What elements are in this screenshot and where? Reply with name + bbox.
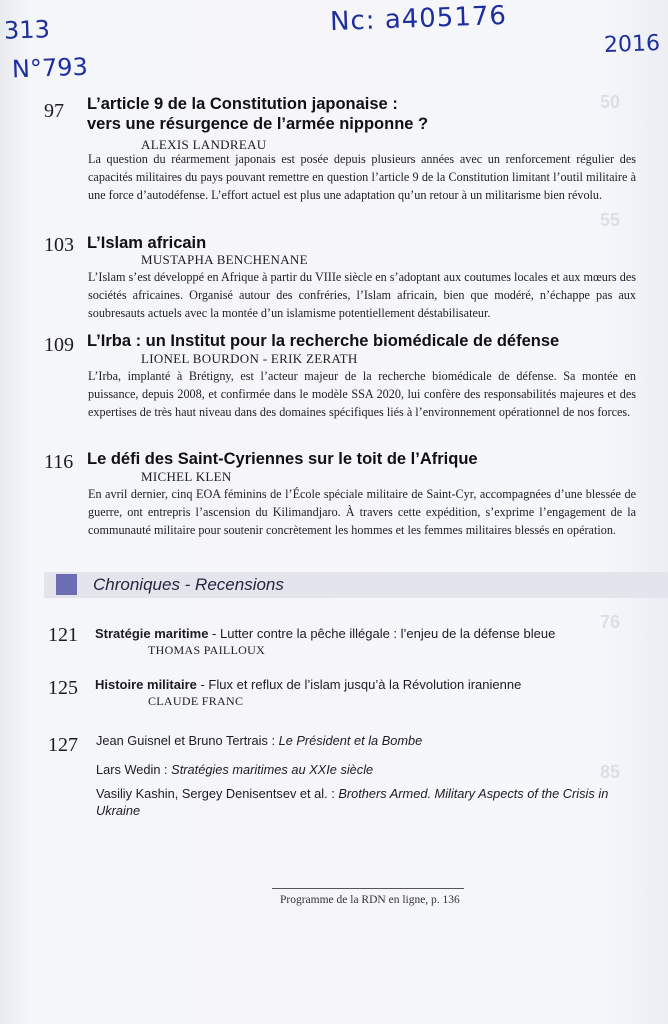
show-through-text: 76 [600,612,621,632]
book-title: Le Président et la Bombe [278,733,423,748]
footer-rule [272,888,464,889]
chronicle-title [95,677,635,692]
chronicle-author: THOMAS PAILLOUX [148,643,266,657]
page-number: 103 [44,234,74,256]
book-title: Stratégies maritimes au XXIe siècle [171,762,374,777]
section-title: Chroniques - Recensions [93,575,284,594]
article-author: MUSTAPHA BENCHENANE [141,252,308,267]
book-authors: Lars Wedin : [96,762,172,777]
handwritten-code: Nc: a405176 [329,0,508,38]
book-review [96,761,636,778]
article-title-line: vers une résurgence de l’armée nipponne ? [87,115,429,133]
chronicle-text: - Lutter contre la pêche illégale : l’enjeu de la défense bleue [208,626,556,641]
show-through-text: 55 [600,210,621,230]
article-abstract: La question du réarmement japonais est posée depuis plusieurs années avec un renforcement régulier des capacités militaires du pays pouvant remettre en question l’article 9 de la Constitution limitant l’outil militaire à une force d’autodéfense. L’effort actuel est plus une adaptation qu’un retour à un militarisme bien révolu. [88,152,636,202]
chronicle-text: - Flux et reflux de l’islam jusqu’à la Révolution iranienne [196,677,522,692]
article-title: Le défi des Saint-Cyriennes sur le toit de l’Afrique [87,450,478,468]
article-abstract: L’Islam s’est développé en Afrique à partir du VIIIe siècle en s’adoptant aux coutumes locales et aux mœurs des sociétés africaines. Organisé autour des confréries, l’Islam africain, bien que modéré, n’échappe pas aux soubresauts actuels avec la montée d’un islamisme potentiellement déstabilisateur. [88,270,636,320]
page-number: 127 [48,734,78,756]
article-title-line: L’article 9 de la Constitution japonaise : [87,95,398,113]
article-title: L’Islam africain [87,234,207,252]
show-through-text: 85 [600,762,621,782]
page-number: 97 [44,100,64,122]
book-review [96,732,636,749]
book-authors: Jean Guisnel et Bruno Tertrais : [96,733,279,748]
show-through-text: 50 [600,92,621,112]
chronicle-author: CLAUDE FRANC [148,694,244,708]
footer-note: Programme de la RDN en ligne, p. 136 [280,894,460,906]
handwritten-year: 2016 [603,31,661,58]
article-abstract: En avril dernier, cinq EOA féminins de l’École spéciale militaire de Saint-Cyr, accompagnées d’une blessée de guerre, ont entrepris l’ascension du Kilimandjaro. À travers cette expédition, s’exprime l’engagement de la communauté militaire pour soutenir concrètement les hommes et les femmes militaires blessés en opération. [88,487,636,537]
chronicle-category: Histoire militaire [95,677,197,692]
article-title [87,94,647,134]
handwritten-number: N°793 [11,52,89,84]
book-review [96,785,636,819]
page-number: 125 [48,677,78,699]
page-number: 109 [44,334,74,356]
chronicle-category: Stratégie maritime [95,626,209,641]
page-number: 116 [44,451,74,473]
book-authors: Vasiliy Kashin, Sergey Denisentsev et al. : [96,786,339,801]
chronicle-title [95,626,635,641]
article-author: MICHEL KLEN [141,469,232,484]
book-title: Brothers Armed. Military Aspects of the Crisis in Ukraine [96,786,609,818]
article-author: LIONEL BOURDON - ERIK ZERATH [141,351,358,366]
article-title: L’Irba : un Institut pour la recherche biomédicale de défense [87,332,560,350]
handwritten-ref: 313 [3,15,51,45]
section-marker [56,574,77,595]
page-number: 121 [48,624,78,646]
article-abstract: L’Irba, implanté à Brétigny, est l’acteur majeur de la recherche biomédicale de défense. Sa montée en puissance, depuis 2008, et confirmée dans le modèle SSA 2020, lui confère des responsabilités majeures et des expertises de très haut niveau dans des domaines spécifiques liés à l’environnement opérationnel de nos forces. [88,369,636,419]
article-author: ALEXIS LANDREAU [141,137,267,152]
